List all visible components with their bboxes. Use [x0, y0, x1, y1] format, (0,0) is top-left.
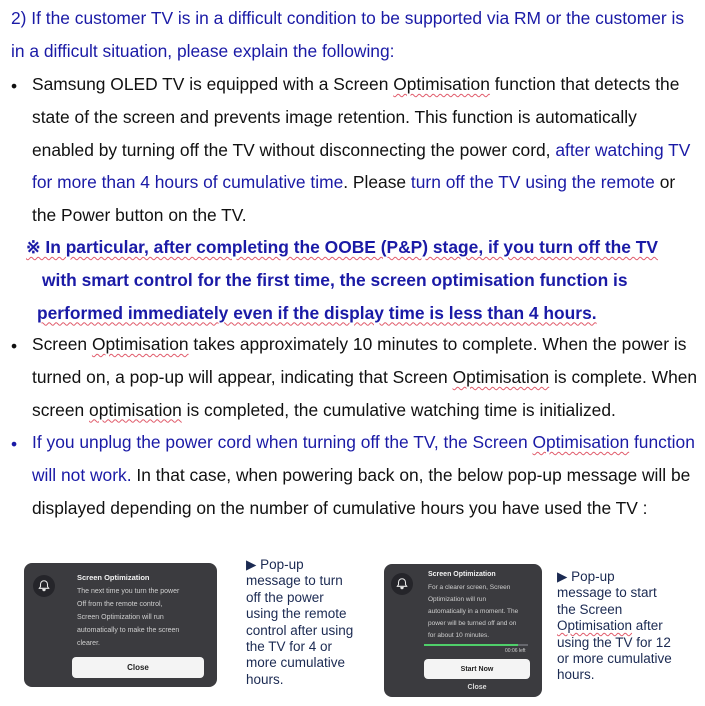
caption-popup-1: ▶ Pop-up message to turn off the power using the remote control after using the TV for 4 or more cumulative hours. [246, 557, 354, 687]
bullet-marker: • [11, 434, 18, 454]
popup-message: The next time you turn the power Off from the remote control, Screen Optimization will run automatically to make the screen clearer. [77, 588, 180, 647]
popup-start-optimisation [384, 564, 542, 697]
important-note [26, 231, 698, 329]
bullet-marker: • [11, 336, 18, 356]
popup-message: For a clearer screen, Screen Optimization will run automatically in a moment. The power will be turned off and on for about 10 minutes. [428, 584, 519, 639]
close-link[interactable]: Close [467, 684, 487, 691]
paragraph-optimisation-duration: Screen Optimisation takes approximately 10 minutes to complete. When the power is turned on, a pop-up will appear, indicating that Screen Optimisation is complete. When screen optimisation is completed, the cumulative watching time is initialized. [32, 334, 698, 420]
close-button[interactable]: Close [72, 657, 204, 678]
note-line-2: with smart control for the first time, the screen optimisation function is [42, 269, 628, 290]
start-now-button[interactable]: Start Now [424, 659, 530, 679]
popup-title: Screen Optimization [428, 571, 496, 578]
note-line-1: ※ In particular, after completing the OOBE (P&P) stage, if you turn off the TV [26, 237, 658, 257]
progress-fill [424, 644, 518, 646]
caption-popup-2: ▶ Pop-up message to start the Screen Optimisation after using the TV for 12 or more cumulative hours. [557, 569, 672, 683]
bell-icon [33, 575, 55, 597]
popup-remote-power-off [24, 563, 217, 687]
paragraph-unplug-warning: If you unplug the power cord when turning off the TV, the Screen Optimisation function will not work. In that case, when powering back on, the below pop-up message will be displayed depending on the number of cumulative hours you have used the TV : [32, 432, 695, 518]
paragraph-screen-optimisation-intro: Samsung OLED TV is equipped with a Screen Optimisation function that detects the state of the screen and prevents image retention. This function is automatically enabled by turning off the TV without disconnecting the power cord, after watching TV for more than 4 hours of cumulative time. Please turn off the TV using the remote or the Power button on the TV. [32, 74, 691, 226]
optimisation-progress-bar [424, 644, 528, 646]
section-heading: 2) If the customer TV is in a difficult condition to be supported via RM or the customer is in a difficult situation, please explain the following: [11, 8, 685, 61]
time-left: 00:06 left [505, 648, 526, 654]
popup-title: Screen Optimization [77, 573, 150, 582]
bullet-marker: • [11, 76, 18, 96]
bell-icon [391, 573, 413, 595]
note-line-3: performed immediately even if the display time is less than 4 hours. [37, 302, 597, 323]
